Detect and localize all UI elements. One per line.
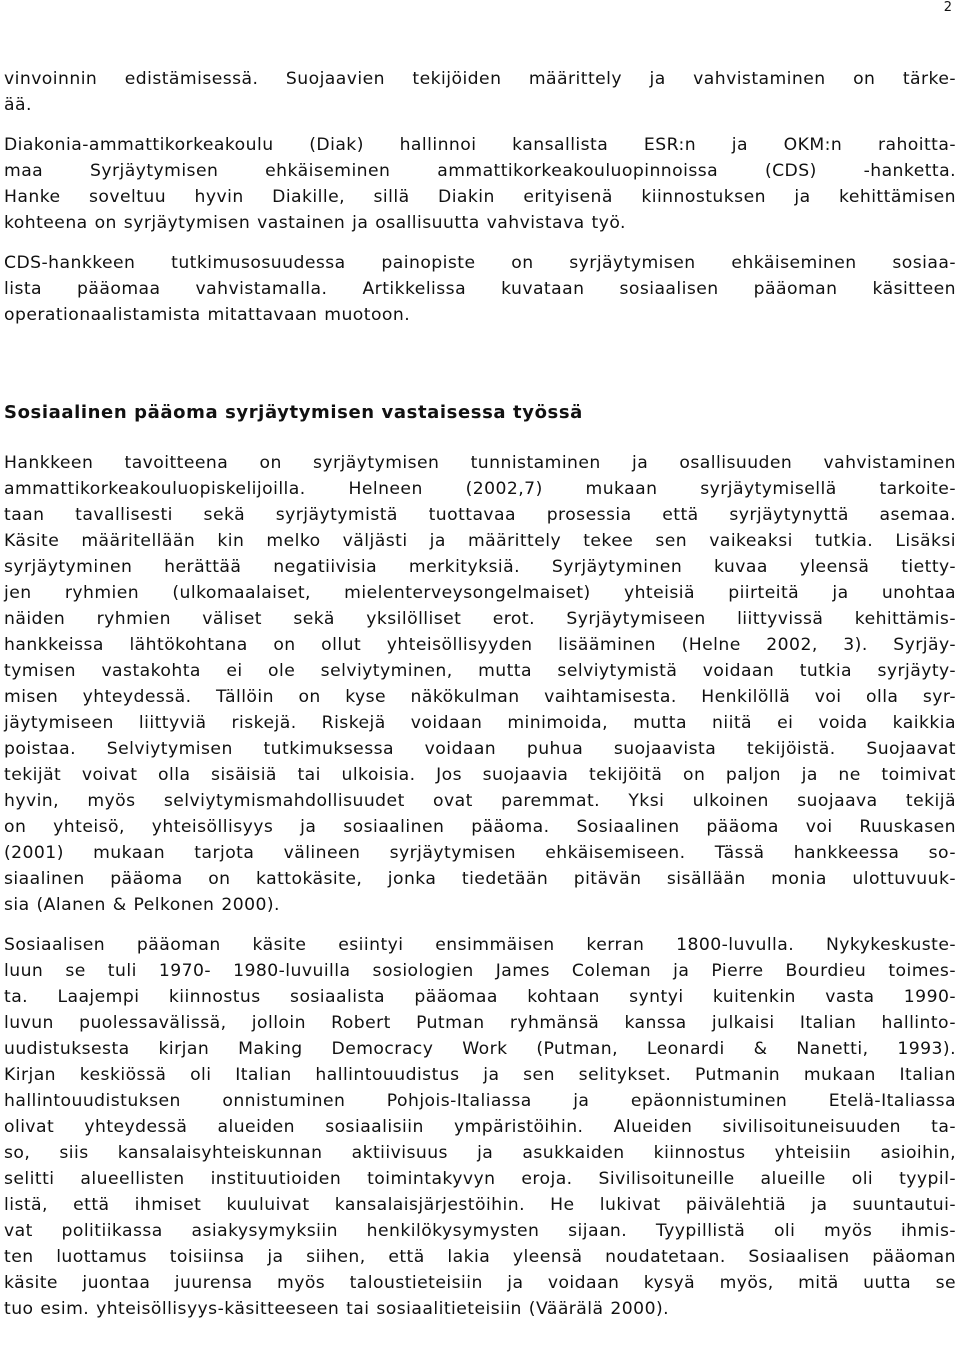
text-line: uudistuksesta kirjan Making Democracy Work (Putman, Leonardi & Nanetti, 1993).: [4, 1039, 956, 1059]
text-line: Sosiaalisen pääoman käsite esiintyi ensimmäisen kerran 1800-luvulla. Nykykeskuste-: [4, 935, 956, 955]
paragraph: [4, 66, 956, 118]
document-body: [4, 66, 956, 1322]
text-line: CDS-hankkeen tutkimusosuudessa painopiste on syrjäytymisen ehkäiseminen sosiaa-: [4, 253, 956, 273]
text-line: jäytymiseen liittyviä riskejä. Riskejä voidaan minimoida, mutta niitä ei voida kaikkia: [4, 713, 956, 733]
text-line: operationaalistamista mitattavaan muotoon.: [4, 305, 411, 325]
section-heading: Sosiaalinen pääoma syrjäytymisen vastaisessa työssä: [4, 402, 583, 423]
paragraph: [4, 932, 956, 1322]
paragraph: [4, 450, 956, 918]
text-line: Käsite määritellään kin melko väljästi ja määrittely tekee sen vaikeaksi tutkia. Lisäksi: [4, 531, 956, 551]
text-line: syrjäytyminen herättää negatiivisia merkityksiä. Syrjäytyminen kuvaa yleensä tietty-: [4, 557, 956, 577]
text-line: luvun puolessavälissä, jolloin Robert Putman ryhmänsä kanssa julkaisi Italian hallinto-: [4, 1013, 956, 1033]
text-line: kohteena on syrjäytymisen vastainen ja osallisuutta vahvistava työ.: [4, 213, 626, 233]
text-line: olivat yhteydessä alueiden sosiaalisiin ympäristöihin. Alueiden sivilisoituneisuuden ta-: [4, 1117, 956, 1137]
text-line: hallintouudistuksen onnistuminen Pohjois-Italiassa ja epäonnistuminen Etelä-Italiassa: [4, 1091, 956, 1111]
text-line: ammattikorkeakouluopiskelijoilla. Helneen (2002,7) mukaan syrjäytymisellä tarkoite-: [4, 479, 956, 499]
paragraph: [4, 250, 956, 328]
page-number: 2: [943, 0, 952, 15]
text-line: lista pääomaa vahvistamalla. Artikkelissa kuvataan sosiaalisen pääoman käsitteen: [4, 279, 956, 299]
text-line: Hanke soveltuu hyvin Diakille, sillä Diakin erityisenä kiinnostuksen ja kehittämisen: [4, 187, 956, 207]
text-line: luun se tuli 1970- 1980-luvuilla sosiologien James Coleman ja Pierre Bourdieu toimes-: [4, 961, 956, 981]
paragraph-gap: [4, 236, 956, 250]
section-spacer: [4, 328, 956, 400]
text-line: jen ryhmien (ulkomaalaiset, mielenterveysongelmaiset) yhteisiä piirteitä ja unohtaa: [4, 583, 956, 603]
text-line: sia (Alanen & Pelkonen 2000).: [4, 895, 280, 915]
text-line: ten luottamus toisiinsa ja siihen, että lakia yleensä noudatetaan. Sosiaalisen pääoman: [4, 1247, 956, 1267]
text-line: maa Syrjäytymisen ehkäiseminen ammattikorkeakouluopinnoissa (CDS) -hanketta.: [4, 161, 956, 181]
text-line: näiden ryhmien väliset sekä yksilölliset erot. Syrjäytymiseen liittyvissä kehittämis-: [4, 609, 956, 629]
text-line: poistaa. Selviytymisen tutkimuksessa voidaan puhua suojaavista tekijöistä. Suojaavat: [4, 739, 956, 759]
text-line: tuo esim. yhteisöllisyys-käsitteeseen tai sosiaalitieteisiin (Väärälä 2000).: [4, 1299, 670, 1319]
text-line: siaalinen pääoma on kattokäsite, jonka tiedetään pitävän sisällään monia ulottuvuuk-: [4, 869, 956, 889]
text-line: Kirjan keskiössä oli Italian hallintouudistus ja sen selitykset. Putmanin mukaan Italian: [4, 1065, 956, 1085]
text-line: misen yhteydessä. Tällöin on kyse näkökulman vaihtamisesta. Henkilöllä voi olla syr-: [4, 687, 956, 707]
text-line: taan tavallisesti sekä syrjäytymistä tuottavaa prosessia että syrjäytynyttä asemaa.: [4, 505, 956, 525]
text-line: hankkeissa lähtökohtana on ollut yhteisöllisyyden lisääminen (Helne 2002, 3). Syrjäy-: [4, 635, 956, 655]
text-line: vinvoinnin edistämisessä. Suojaavien tekijöiden määrittely ja vahvistaminen on tärke-: [4, 69, 956, 89]
text-line: käsite juontaa juurensa myös taloustieteisiin ja voidaan kysyä myös, mitä uutta se: [4, 1273, 956, 1293]
text-line: (2001) mukaan tarjota välineen syrjäytymisen ehkäisemiseen. Tässä hankkeessa so-: [4, 843, 956, 863]
intro-paragraphs: [4, 66, 956, 328]
text-line: listä, että ihmiset kuuluivat kansalaisjärjestöihin. He lukivat päivälehtiä ja suuntautui-: [4, 1195, 956, 1215]
paragraph-gap: [4, 918, 956, 932]
text-line: Diakonia-ammattikorkeakoulu (Diak) hallinnoi kansallista ESR:n ja OKM:n rahoitta-: [4, 135, 956, 155]
text-line: ta. Laajempi kiinnostus sosiaalista pääomaa kohtaan syntyi kuitenkin vasta 1990-: [4, 987, 956, 1007]
text-line: so, siis kansalaisyhteiskunnan aktiivisuus ja asukkaiden kiinnostus yhteisiin asioihin,: [4, 1143, 956, 1163]
text-line: Hankkeen tavoitteena on syrjäytymisen tunnistaminen ja osallisuuden vahvistaminen: [4, 453, 956, 473]
text-line: tymisen vastakohta ei ole selviytyminen, mutta selviytymistä voidaan tutkia syrjäyty-: [4, 661, 956, 681]
text-line: ää.: [4, 95, 32, 115]
text-line: vat politiikassa asiakysymyksiin henkilökysymysten sijaan. Tyypillistä oli myös ihmis-: [4, 1221, 956, 1241]
text-line: selitti alueellisten instituutioiden toimintakyvyn eroja. Sivilisoituneille alueille oli tyypil-: [4, 1169, 956, 1189]
text-line: tekijät voivat olla sisäisiä tai ulkoisia. Jos suojaavia tekijöitä on paljon ja ne toimivat: [4, 765, 956, 785]
paragraph: [4, 132, 956, 236]
text-line: on yhteisö, yhteisöllisyys ja sosiaalinen pääoma. Sosiaalinen pääoma voi Ruuskasen: [4, 817, 956, 837]
section-paragraphs: [4, 450, 956, 1322]
heading-spacer: [4, 426, 956, 450]
paragraph-gap: [4, 118, 956, 132]
text-line: hyvin, myös selviytymismahdollisuudet ovat paremmat. Yksi ulkoinen suojaava tekijä: [4, 791, 956, 811]
